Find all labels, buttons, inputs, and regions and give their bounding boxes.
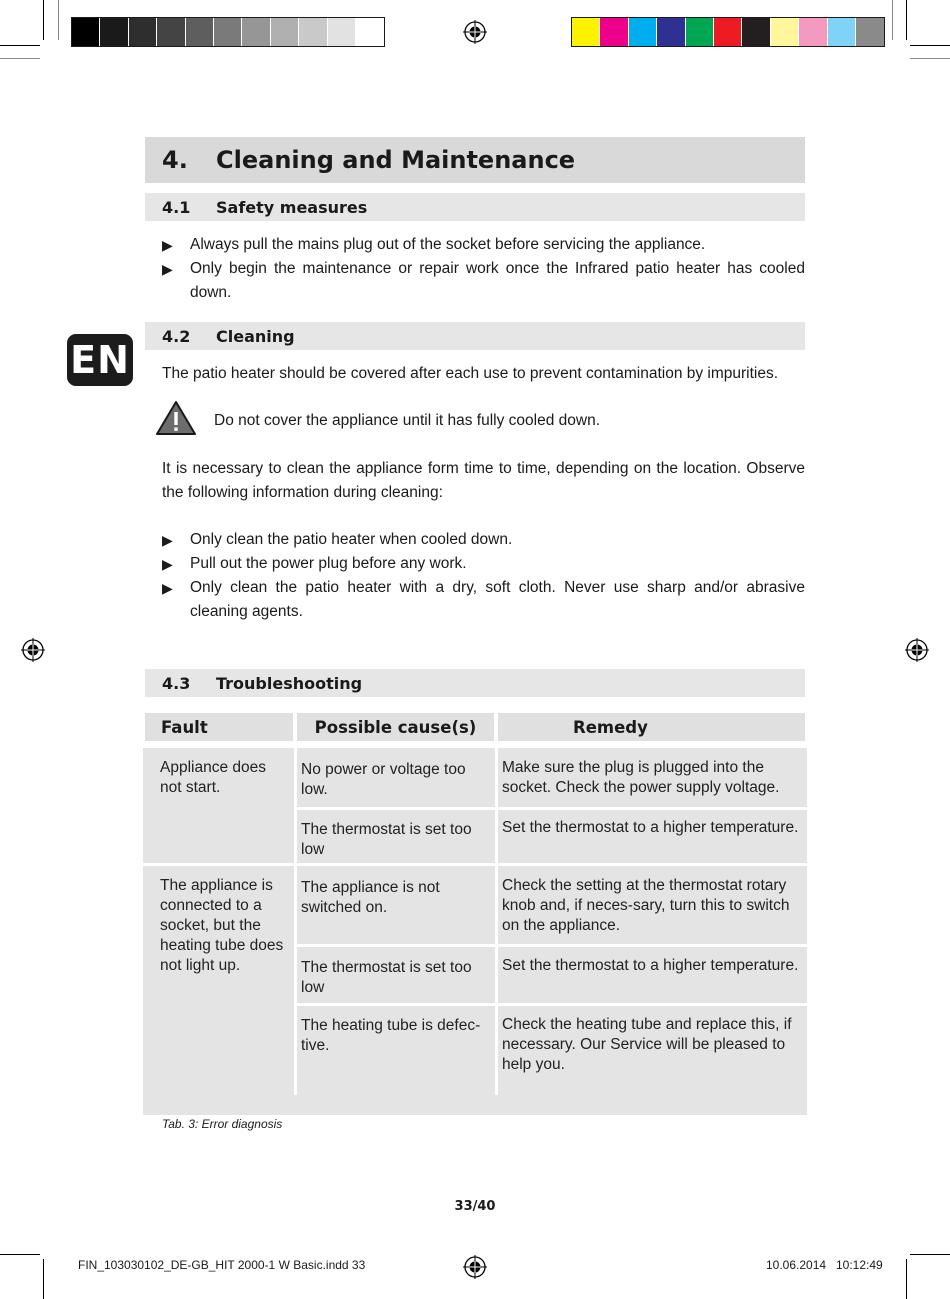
fault-cell: The appliance is connected to a socket, but the heating tube does not light up. (160, 877, 284, 974)
remedy-cell: Set the thermostat to a higher temperature. (502, 957, 799, 974)
color-swatch (686, 18, 714, 46)
table-header-remedy (498, 713, 805, 741)
warning-text: Do not cover the appliance until it has fully cooled down. (214, 412, 601, 429)
registration-mark-icon (21, 638, 45, 662)
cause-cell: The appliance is not switched on. (301, 879, 440, 916)
row-divider (143, 863, 807, 866)
crop-mark (892, 0, 893, 40)
list-item (162, 552, 805, 576)
crop-mark (906, 1259, 907, 1299)
bullet-arrow-icon: ▶ (162, 237, 173, 253)
row-divider (498, 807, 807, 810)
color-swatch (771, 18, 799, 46)
section-number: 4.3 (162, 673, 191, 693)
color-swatch (328, 18, 356, 46)
column-header: Possible cause(s) (314, 717, 477, 737)
color-swatch (828, 18, 856, 46)
bullet-arrow-icon: ▶ (162, 261, 173, 277)
column-divider (294, 748, 297, 1095)
color-swatch (714, 18, 742, 46)
row-divider (498, 1003, 807, 1006)
page-number: 33/40 (454, 1199, 496, 1214)
column-header: Remedy (573, 717, 648, 737)
bullet-arrow-icon: ▶ (162, 580, 173, 596)
cleaning-bullet-list (162, 528, 805, 624)
crop-mark (43, 1259, 44, 1299)
slug-date: 10.06.2014 (766, 1258, 827, 1272)
crop-mark (58, 0, 59, 40)
gray-color-bar (71, 17, 385, 47)
bullet-text: Only clean the patio heater when cooled down. (190, 531, 513, 548)
color-swatch (72, 18, 100, 46)
table-header-fault (145, 713, 293, 741)
color-swatch (242, 18, 270, 46)
chapter-heading (145, 137, 805, 183)
cleaning-paragraph: It is necessary to clean the appliance form time to time, depending on the location. Observe the following information during cleaning: (162, 460, 805, 501)
cleaning-intro: The patio heater should be covered after each use to prevent contamination by impurities. (162, 365, 779, 382)
row-divider (498, 944, 807, 947)
bullet-text: Pull out the power plug before any work. (190, 555, 467, 572)
crop-mark (0, 45, 40, 46)
color-swatch (572, 18, 600, 46)
bullet-text: Only begin the maintenance or repair work once the Infrared patio heater has cooled down. (190, 260, 805, 301)
color-swatch (129, 18, 157, 46)
color-swatch (356, 18, 384, 46)
list-item (162, 528, 805, 552)
color-swatch (100, 18, 128, 46)
cause-cell: The thermostat is set too low (301, 959, 472, 996)
process-color-bar (571, 17, 885, 47)
remedy-cell: Set the thermostat to a higher temperature. (502, 819, 799, 836)
color-swatch (629, 18, 657, 46)
bullet-text: Always pull the mains plug out of the socket before servicing the appliance. (190, 236, 706, 253)
column-divider (495, 748, 498, 1095)
table-header-cause (297, 713, 494, 741)
troubleshooting-table (143, 748, 807, 1115)
chapter-number: 4. (162, 146, 188, 174)
color-swatch (657, 18, 685, 46)
crop-mark (0, 1254, 40, 1255)
safety-bullet-list (162, 233, 805, 305)
crop-mark (43, 0, 44, 40)
color-swatch (299, 18, 327, 46)
cause-cell: The heating tube is defec-tive. (301, 1017, 481, 1054)
remedy-cell: Check the setting at the thermostat rotary knob and, if neces-sary, turn this to switch on the appliance. (502, 877, 790, 934)
section-title: Safety measures (216, 197, 368, 217)
crop-mark (910, 1254, 950, 1255)
color-swatch (157, 18, 185, 46)
remedy-cell: Make sure the plug is plugged into the socket. Check the power supply voltage. (502, 759, 780, 796)
section-heading-safety (145, 193, 805, 221)
bullet-text: Only clean the patio heater with a dry, soft cloth. Never use sharp and/or abrasive cleaning agents. (190, 579, 805, 620)
section-heading-cleaning (145, 322, 805, 350)
section-title: Cleaning (216, 326, 295, 346)
registration-mark-icon (905, 638, 929, 662)
fault-cell: Appliance does not start. (160, 759, 266, 796)
crop-mark (910, 58, 950, 59)
section-number: 4.1 (162, 197, 191, 217)
color-swatch (186, 18, 214, 46)
row-divider (297, 944, 495, 947)
list-item (162, 576, 805, 624)
warning-triangle-icon (155, 400, 197, 436)
slug-filename: FIN_103030102_DE-GB_HIT 2000-1 W Basic.indd 33 (78, 1258, 366, 1272)
list-item (162, 233, 805, 257)
crop-mark (0, 58, 40, 59)
remedy-cell: Check the heating tube and replace this, if necessary. Our Service will be pleased to help you. (502, 1016, 792, 1073)
language-tab: EN (67, 334, 133, 386)
row-divider (297, 1003, 495, 1006)
bullet-arrow-icon: ▶ (162, 556, 173, 572)
section-title: Troubleshooting (216, 673, 363, 693)
crop-mark (906, 0, 907, 40)
cause-cell: The thermostat is set too low (301, 821, 472, 858)
bullet-arrow-icon: ▶ (162, 532, 173, 548)
cause-cell: No power or voltage too low. (301, 761, 466, 798)
registration-mark-icon (463, 20, 487, 44)
crop-mark (910, 45, 950, 46)
list-item (162, 257, 805, 305)
color-swatch (742, 18, 770, 46)
table-caption: Tab. 3: Error diagnosis (162, 1117, 283, 1131)
slug-time: 10:12:49 (836, 1258, 883, 1272)
chapter-title: Cleaning and Maintenance (216, 146, 576, 174)
row-divider (297, 807, 495, 810)
section-heading-troubleshooting (145, 669, 805, 697)
color-swatch (600, 18, 628, 46)
color-swatch (799, 18, 827, 46)
section-number: 4.2 (162, 326, 191, 346)
registration-mark-icon (463, 1255, 487, 1279)
color-swatch (271, 18, 299, 46)
color-swatch (214, 18, 242, 46)
color-swatch (856, 18, 884, 46)
column-header: Fault (161, 717, 208, 737)
